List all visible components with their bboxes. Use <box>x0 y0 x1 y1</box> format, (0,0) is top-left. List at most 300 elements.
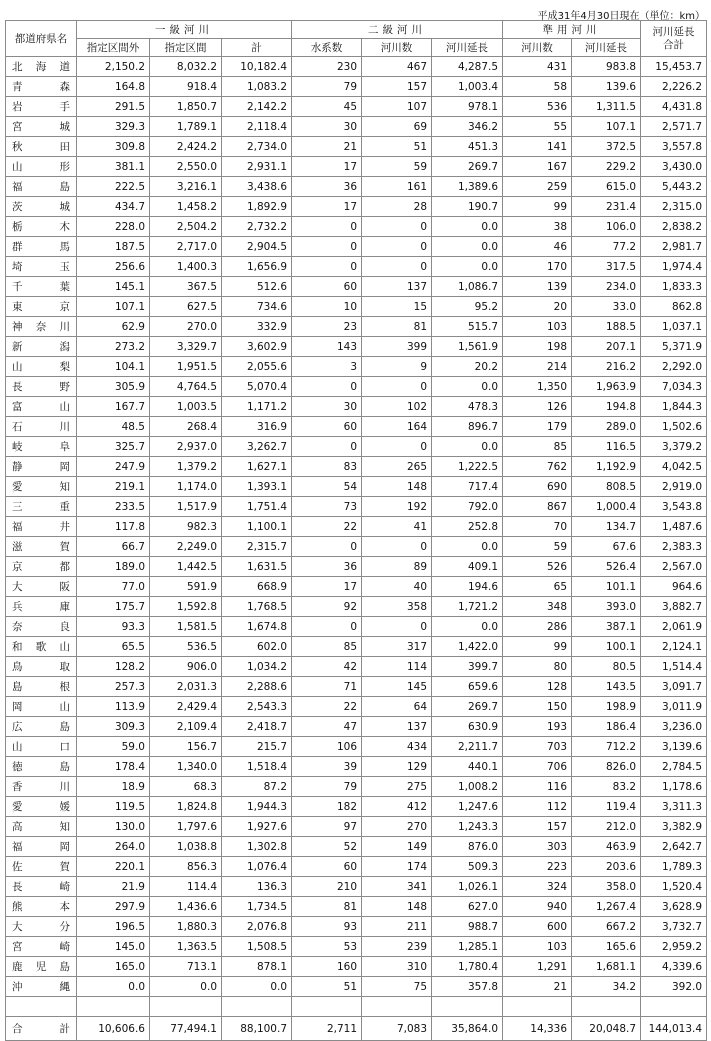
total-length: 2,919.0 <box>641 477 707 497</box>
designated: 906.0 <box>150 657 222 677</box>
quasi-length: 207.1 <box>572 337 641 357</box>
class2-rivers: 164 <box>362 417 432 437</box>
outside-designated: 305.9 <box>77 377 150 397</box>
water-systems: 0 <box>292 237 362 257</box>
quasi-length: 1,000.4 <box>572 497 641 517</box>
table-row <box>6 477 707 497</box>
table-row <box>6 917 707 937</box>
quasi-length: 387.1 <box>572 617 641 637</box>
quasi-length: 289.0 <box>572 417 641 437</box>
class2-length: 1,086.7 <box>432 277 503 297</box>
class2-length: 478.3 <box>432 397 503 417</box>
total-length: 2,567.0 <box>641 557 707 577</box>
outside-designated: 62.9 <box>77 317 150 337</box>
outside-designated: 119.5 <box>77 797 150 817</box>
total-length: 2,226.2 <box>641 77 707 97</box>
prefecture-name: 石川 <box>6 417 77 437</box>
class2-rivers: 270 <box>362 817 432 837</box>
prefecture-name: 福島 <box>6 177 77 197</box>
class2-rivers: 161 <box>362 177 432 197</box>
prefecture-name: 山梨 <box>6 357 77 377</box>
designated: 856.3 <box>150 857 222 877</box>
outside-designated: 2,150.2 <box>77 57 150 77</box>
class1-total: 2,543.3 <box>222 697 292 717</box>
quasi-length: 34.2 <box>572 977 641 997</box>
table-row <box>6 957 707 977</box>
class2-length: 2,211.7 <box>432 737 503 757</box>
class2-length: 1,247.6 <box>432 797 503 817</box>
quasi-rivers: 526 <box>503 557 572 577</box>
water-systems: 45 <box>292 97 362 117</box>
quasi-rivers: 141 <box>503 137 572 157</box>
quasi-length: 216.2 <box>572 357 641 377</box>
class2-rivers: 358 <box>362 597 432 617</box>
class1-total: 1,674.8 <box>222 617 292 637</box>
class2-rivers: 69 <box>362 117 432 137</box>
total-length: 1,502.6 <box>641 417 707 437</box>
outside-designated: 309.8 <box>77 137 150 157</box>
quasi-length: 165.6 <box>572 937 641 957</box>
designated: 918.4 <box>150 77 222 97</box>
quasi-rivers: 58 <box>503 77 572 97</box>
designated: 1,880.3 <box>150 917 222 937</box>
class2-length: 1,008.2 <box>432 777 503 797</box>
quasi-rivers: 193 <box>503 717 572 737</box>
outside-designated: 187.5 <box>77 237 150 257</box>
total-class2-length: 35,864.0 <box>432 1017 503 1041</box>
class2-rivers: 434 <box>362 737 432 757</box>
blank-row <box>6 997 707 1017</box>
water-systems: 17 <box>292 577 362 597</box>
class1-total: 2,931.1 <box>222 157 292 177</box>
class2-rivers: 0 <box>362 617 432 637</box>
prefecture-name: 長崎 <box>6 877 77 897</box>
quasi-rivers: 198 <box>503 337 572 357</box>
class2-rivers: 0 <box>362 217 432 237</box>
class2-length: 1,561.9 <box>432 337 503 357</box>
table-row <box>6 557 707 577</box>
table-row <box>6 637 707 657</box>
outside-designated: 381.1 <box>77 157 150 177</box>
water-systems: 54 <box>292 477 362 497</box>
total-length: 1,833.3 <box>641 277 707 297</box>
quasi-rivers: 103 <box>503 317 572 337</box>
designated: 1,363.5 <box>150 937 222 957</box>
class2-length: 988.7 <box>432 917 503 937</box>
table-row <box>6 797 707 817</box>
quasi-length: 234.0 <box>572 277 641 297</box>
class2-rivers: 192 <box>362 497 432 517</box>
class2-length: 95.2 <box>432 297 503 317</box>
quasi-rivers: 99 <box>503 197 572 217</box>
water-systems: 106 <box>292 737 362 757</box>
class2-rivers: 75 <box>362 977 432 997</box>
class2-length: 4,287.5 <box>432 57 503 77</box>
class2-length: 0.0 <box>432 537 503 557</box>
blank-cell <box>6 997 77 1017</box>
quasi-length: 1,267.4 <box>572 897 641 917</box>
water-systems: 60 <box>292 857 362 877</box>
table-row <box>6 437 707 457</box>
total-length: 3,379.2 <box>641 437 707 457</box>
total-length: 1,844.3 <box>641 397 707 417</box>
class2-rivers: 341 <box>362 877 432 897</box>
quasi-length: 188.5 <box>572 317 641 337</box>
quasi-length: 100.1 <box>572 637 641 657</box>
designated: 2,031.3 <box>150 677 222 697</box>
water-systems: 51 <box>292 977 362 997</box>
water-systems: 0 <box>292 217 362 237</box>
total-length: 4,339.6 <box>641 957 707 977</box>
prefecture-name: 栃木 <box>6 217 77 237</box>
class2-length: 1,285.1 <box>432 937 503 957</box>
total-length: 2,124.1 <box>641 637 707 657</box>
class2-length: 717.4 <box>432 477 503 497</box>
class2-length: 269.7 <box>432 157 503 177</box>
class2-rivers: 149 <box>362 837 432 857</box>
water-systems: 79 <box>292 777 362 797</box>
quasi-length: 231.4 <box>572 197 641 217</box>
blank-cell <box>503 997 572 1017</box>
class2-rivers: 81 <box>362 317 432 337</box>
class2-length: 515.7 <box>432 317 503 337</box>
class1-total: 1,892.9 <box>222 197 292 217</box>
designated: 8,032.2 <box>150 57 222 77</box>
total-outside-designated: 10,606.6 <box>77 1017 150 1041</box>
water-systems: 39 <box>292 757 362 777</box>
total-length: 2,981.7 <box>641 237 707 257</box>
designated: 2,424.2 <box>150 137 222 157</box>
class2-rivers: 28 <box>362 197 432 217</box>
table-row <box>6 597 707 617</box>
class2-rivers: 310 <box>362 957 432 977</box>
designated: 1,442.5 <box>150 557 222 577</box>
table-row <box>6 417 707 437</box>
quasi-length: 463.9 <box>572 837 641 857</box>
total-length: 2,383.3 <box>641 537 707 557</box>
header-class1: 一級河川 <box>77 21 292 39</box>
outside-designated: 329.3 <box>77 117 150 137</box>
water-systems: 182 <box>292 797 362 817</box>
subheader-quasi-rivers: 河川数 <box>503 39 572 57</box>
quasi-rivers: 65 <box>503 577 572 597</box>
class1-total: 1,627.1 <box>222 457 292 477</box>
designated: 156.7 <box>150 737 222 757</box>
class1-total: 668.9 <box>222 577 292 597</box>
class2-length: 440.1 <box>432 757 503 777</box>
outside-designated: 113.9 <box>77 697 150 717</box>
class2-rivers: 0 <box>362 237 432 257</box>
prefecture-name: 鳥取 <box>6 657 77 677</box>
class2-rivers: 412 <box>362 797 432 817</box>
prefecture-name: 兵庫 <box>6 597 77 617</box>
class2-rivers: 275 <box>362 777 432 797</box>
water-systems: 0 <box>292 257 362 277</box>
quasi-length: 317.5 <box>572 257 641 277</box>
class2-length: 194.6 <box>432 577 503 597</box>
total-quasi-length: 20,048.7 <box>572 1017 641 1041</box>
quasi-length: 358.0 <box>572 877 641 897</box>
quasi-rivers: 128 <box>503 677 572 697</box>
table-row <box>6 77 707 97</box>
class2-rivers: 114 <box>362 657 432 677</box>
table-row <box>6 817 707 837</box>
designated: 1,174.0 <box>150 477 222 497</box>
class2-length: 978.1 <box>432 97 503 117</box>
class2-rivers: 0 <box>362 257 432 277</box>
outside-designated: 228.0 <box>77 217 150 237</box>
outside-designated: 434.7 <box>77 197 150 217</box>
class1-total: 1,393.1 <box>222 477 292 497</box>
total-class2-rivers: 7,083 <box>362 1017 432 1041</box>
designated: 3,216.1 <box>150 177 222 197</box>
quasi-rivers: 85 <box>503 437 572 457</box>
designated: 1,789.1 <box>150 117 222 137</box>
subheader-class2-length: 河川延長 <box>432 39 503 57</box>
table-row <box>6 337 707 357</box>
header-class2: 二級河川 <box>292 21 503 39</box>
header-total-length <box>641 21 707 57</box>
class1-total: 2,055.6 <box>222 357 292 377</box>
outside-designated: 145.0 <box>77 937 150 957</box>
quasi-length: 983.8 <box>572 57 641 77</box>
prefecture-name: 岡山 <box>6 697 77 717</box>
outside-designated: 93.3 <box>77 617 150 637</box>
prefecture-name: 徳島 <box>6 757 77 777</box>
class2-rivers: 41 <box>362 517 432 537</box>
designated: 1,436.6 <box>150 897 222 917</box>
prefecture-name: 大阪 <box>6 577 77 597</box>
water-systems: 17 <box>292 197 362 217</box>
quasi-rivers: 223 <box>503 857 572 877</box>
table-row <box>6 57 707 77</box>
total-length: 1,178.6 <box>641 777 707 797</box>
total-length: 1,487.6 <box>641 517 707 537</box>
total-length: 3,430.0 <box>641 157 707 177</box>
prefecture-name: 秋田 <box>6 137 77 157</box>
class1-total: 734.6 <box>222 297 292 317</box>
quasi-length: 808.5 <box>572 477 641 497</box>
water-systems: 85 <box>292 637 362 657</box>
class2-rivers: 0 <box>362 537 432 557</box>
class1-total: 1,508.5 <box>222 937 292 957</box>
prefecture-name: 静岡 <box>6 457 77 477</box>
total-length: 1,514.4 <box>641 657 707 677</box>
water-systems: 30 <box>292 117 362 137</box>
water-systems: 3 <box>292 357 362 377</box>
water-systems: 30 <box>292 397 362 417</box>
prefecture-name: 和歌山 <box>6 637 77 657</box>
total-length: 7,034.3 <box>641 377 707 397</box>
class2-length: 0.0 <box>432 377 503 397</box>
total-length: 3,382.9 <box>641 817 707 837</box>
class1-total: 10,182.4 <box>222 57 292 77</box>
water-systems: 0 <box>292 377 362 397</box>
total-water-systems: 2,711 <box>292 1017 362 1041</box>
designated: 1,797.6 <box>150 817 222 837</box>
quasi-rivers: 139 <box>503 277 572 297</box>
quasi-length: 33.0 <box>572 297 641 317</box>
total-length: 1,037.1 <box>641 317 707 337</box>
quasi-rivers: 167 <box>503 157 572 177</box>
quasi-length: 667.2 <box>572 917 641 937</box>
class1-total: 1,518.4 <box>222 757 292 777</box>
prefecture-name: 愛媛 <box>6 797 77 817</box>
quasi-length: 712.2 <box>572 737 641 757</box>
water-systems: 79 <box>292 77 362 97</box>
subheader-class2-rivers: 河川数 <box>362 39 432 57</box>
class2-rivers: 137 <box>362 717 432 737</box>
prefecture-name: 香川 <box>6 777 77 797</box>
table-row <box>6 877 707 897</box>
class2-rivers: 467 <box>362 57 432 77</box>
table-row <box>6 457 707 477</box>
quasi-rivers: 170 <box>503 257 572 277</box>
total-length: 3,557.8 <box>641 137 707 157</box>
table-row <box>6 157 707 177</box>
total-length: 964.6 <box>641 577 707 597</box>
total-length: 3,882.7 <box>641 597 707 617</box>
class2-length: 1,026.1 <box>432 877 503 897</box>
designated: 4,764.5 <box>150 377 222 397</box>
class2-rivers: 148 <box>362 477 432 497</box>
quasi-rivers: 259 <box>503 177 572 197</box>
class1-total: 1,751.4 <box>222 497 292 517</box>
quasi-length: 526.4 <box>572 557 641 577</box>
table-row <box>6 837 707 857</box>
table-row <box>6 377 707 397</box>
quasi-rivers: 21 <box>503 977 572 997</box>
class2-rivers: 51 <box>362 137 432 157</box>
quasi-rivers: 324 <box>503 877 572 897</box>
outside-designated: 257.3 <box>77 677 150 697</box>
designated: 1,340.0 <box>150 757 222 777</box>
quasi-rivers: 1,291 <box>503 957 572 977</box>
prefecture-name: 広島 <box>6 717 77 737</box>
class2-rivers: 129 <box>362 757 432 777</box>
quasi-rivers: 126 <box>503 397 572 417</box>
quasi-length: 372.5 <box>572 137 641 157</box>
class2-length: 409.1 <box>432 557 503 577</box>
quasi-rivers: 1,350 <box>503 377 572 397</box>
outside-designated: 273.2 <box>77 337 150 357</box>
table-row <box>6 297 707 317</box>
blank-cell <box>641 997 707 1017</box>
date-unit-note: 平成31年4月30日現在（単位：km） <box>537 11 705 22</box>
table-row <box>6 777 707 797</box>
class2-rivers: 89 <box>362 557 432 577</box>
class1-total: 0.0 <box>222 977 292 997</box>
table-row <box>6 397 707 417</box>
outside-designated: 175.7 <box>77 597 150 617</box>
water-systems: 73 <box>292 497 362 517</box>
quasi-rivers: 150 <box>503 697 572 717</box>
quasi-length: 826.0 <box>572 757 641 777</box>
water-systems: 42 <box>292 657 362 677</box>
prefecture-name: 奈良 <box>6 617 77 637</box>
quasi-rivers: 59 <box>503 537 572 557</box>
total-quasi-rivers: 14,336 <box>503 1017 572 1041</box>
designated: 2,249.0 <box>150 537 222 557</box>
table-row <box>6 317 707 337</box>
quasi-length: 393.0 <box>572 597 641 617</box>
total-length: 3,236.0 <box>641 717 707 737</box>
class2-length: 509.3 <box>432 857 503 877</box>
class2-length: 20.2 <box>432 357 503 377</box>
class2-length: 346.2 <box>432 117 503 137</box>
quasi-rivers: 536 <box>503 97 572 117</box>
prefecture-name: 山口 <box>6 737 77 757</box>
class1-total: 1,734.5 <box>222 897 292 917</box>
quasi-rivers: 179 <box>503 417 572 437</box>
quasi-rivers: 46 <box>503 237 572 257</box>
outside-designated: 264.0 <box>77 837 150 857</box>
outside-designated: 165.0 <box>77 957 150 977</box>
water-systems: 160 <box>292 957 362 977</box>
outside-designated: 309.3 <box>77 717 150 737</box>
quasi-rivers: 157 <box>503 817 572 837</box>
designated: 367.5 <box>150 277 222 297</box>
class1-total: 2,418.7 <box>222 717 292 737</box>
class2-length: 1,422.0 <box>432 637 503 657</box>
class1-total: 1,927.6 <box>222 817 292 837</box>
table-row <box>6 577 707 597</box>
class1-total: 602.0 <box>222 637 292 657</box>
total-length: 2,061.9 <box>641 617 707 637</box>
water-systems: 230 <box>292 57 362 77</box>
quasi-length: 212.0 <box>572 817 641 837</box>
designated: 1,592.8 <box>150 597 222 617</box>
prefecture-name: 埼玉 <box>6 257 77 277</box>
class1-total: 2,076.8 <box>222 917 292 937</box>
quasi-length: 83.2 <box>572 777 641 797</box>
outside-designated: 164.8 <box>77 77 150 97</box>
designated: 2,937.0 <box>150 437 222 457</box>
prefecture-name: 千葉 <box>6 277 77 297</box>
outside-designated: 222.5 <box>77 177 150 197</box>
outside-designated: 297.9 <box>77 897 150 917</box>
prefecture-name: 茨城 <box>6 197 77 217</box>
class1-total: 87.2 <box>222 777 292 797</box>
designated: 982.3 <box>150 517 222 537</box>
subheader-quasi-length: 河川延長 <box>572 39 641 57</box>
total-length: 3,311.3 <box>641 797 707 817</box>
total-designated: 77,494.1 <box>150 1017 222 1041</box>
outside-designated: 167.7 <box>77 397 150 417</box>
prefecture-name: 青森 <box>6 77 77 97</box>
water-systems: 0 <box>292 437 362 457</box>
total-length: 2,315.0 <box>641 197 707 217</box>
subheader-outside-designated: 指定区間外 <box>77 39 150 57</box>
river-length-table <box>5 20 707 1041</box>
class1-total: 2,315.7 <box>222 537 292 557</box>
designated: 1,581.5 <box>150 617 222 637</box>
total-total-length: 144,013.4 <box>641 1017 707 1041</box>
table-row <box>6 617 707 637</box>
table-row <box>6 757 707 777</box>
table-row <box>6 257 707 277</box>
designated: 2,109.4 <box>150 717 222 737</box>
water-systems: 21 <box>292 137 362 157</box>
quasi-length: 186.4 <box>572 717 641 737</box>
total-length: 1,520.4 <box>641 877 707 897</box>
outside-designated: 247.9 <box>77 457 150 477</box>
designated: 1,951.5 <box>150 357 222 377</box>
class2-rivers: 145 <box>362 677 432 697</box>
class2-length: 269.7 <box>432 697 503 717</box>
water-systems: 0 <box>292 537 362 557</box>
class2-rivers: 64 <box>362 697 432 717</box>
